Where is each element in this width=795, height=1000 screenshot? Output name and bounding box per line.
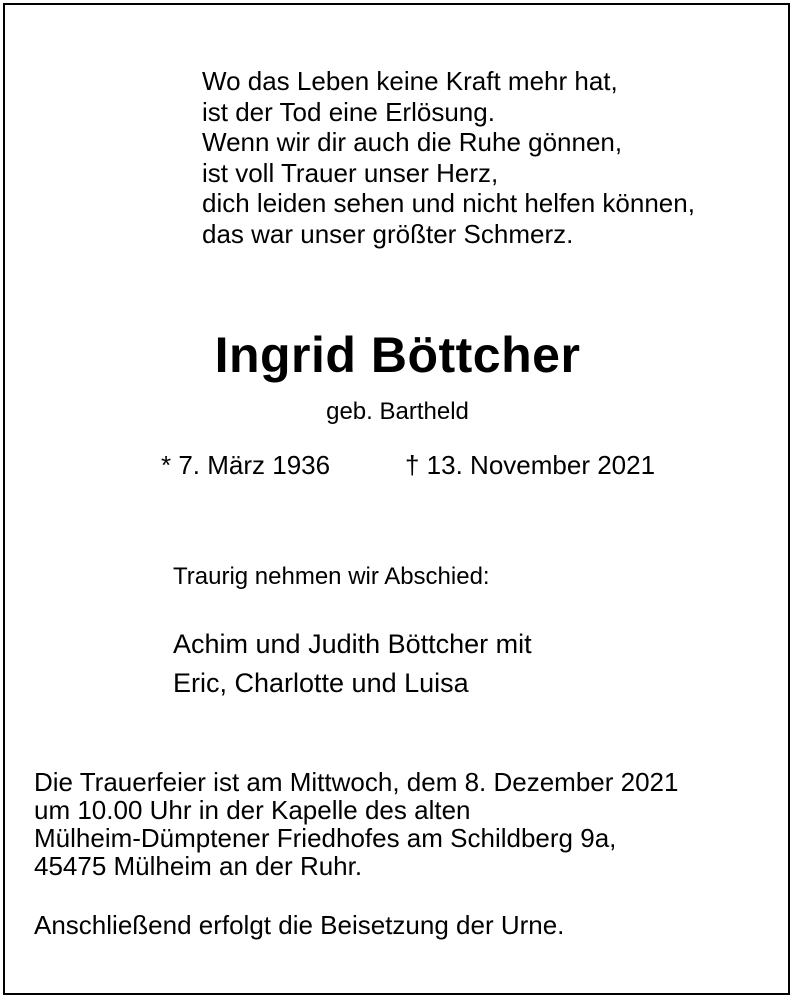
farewell-intro: Traurig nehmen wir Abschied: bbox=[173, 563, 490, 590]
poem-line: Wo das Leben keine Kraft mehr hat, bbox=[202, 66, 618, 96]
birth-date: * 7. März 1936 bbox=[161, 450, 331, 480]
ceremony-line: um 10.00 Uhr in der Kapelle des alten bbox=[34, 795, 471, 825]
mourner-line: Eric, Charlotte und Luisa bbox=[173, 668, 469, 698]
poem-line: das war unser größter Schmerz. bbox=[202, 218, 574, 249]
mourners-list bbox=[173, 625, 532, 703]
maiden-name: geb. Bartheld bbox=[326, 398, 469, 425]
ceremony-line: Die Trauerfeier ist am Mittwoch, dem 8. Dezember 2021 bbox=[34, 767, 679, 797]
mourner-line: Achim und Judith Böttcher mit bbox=[173, 629, 532, 659]
poem-line: dich leiden sehen und nicht helfen können, bbox=[202, 188, 695, 218]
ceremony-line: 45475 Mülheim an der Ruhr. bbox=[34, 851, 363, 881]
ceremony-line: Mülheim-Dümptener Friedhofes am Schildberg 9a, bbox=[34, 823, 617, 853]
burial-note: Anschließend erfolgt die Beisetzung der Urne. bbox=[34, 910, 565, 940]
poem-line: ist der Tod eine Erlösung. bbox=[202, 96, 495, 127]
ceremony-details bbox=[34, 768, 678, 880]
poem-line: Wenn wir dir auch die Ruhe gönnen, bbox=[202, 127, 623, 157]
poem bbox=[202, 66, 695, 249]
poem-line: ist voll Trauer unser Herz, bbox=[202, 157, 499, 188]
death-date: † 13. November 2021 bbox=[405, 450, 656, 480]
deceased-name: Ingrid Böttcher bbox=[214, 327, 581, 383]
